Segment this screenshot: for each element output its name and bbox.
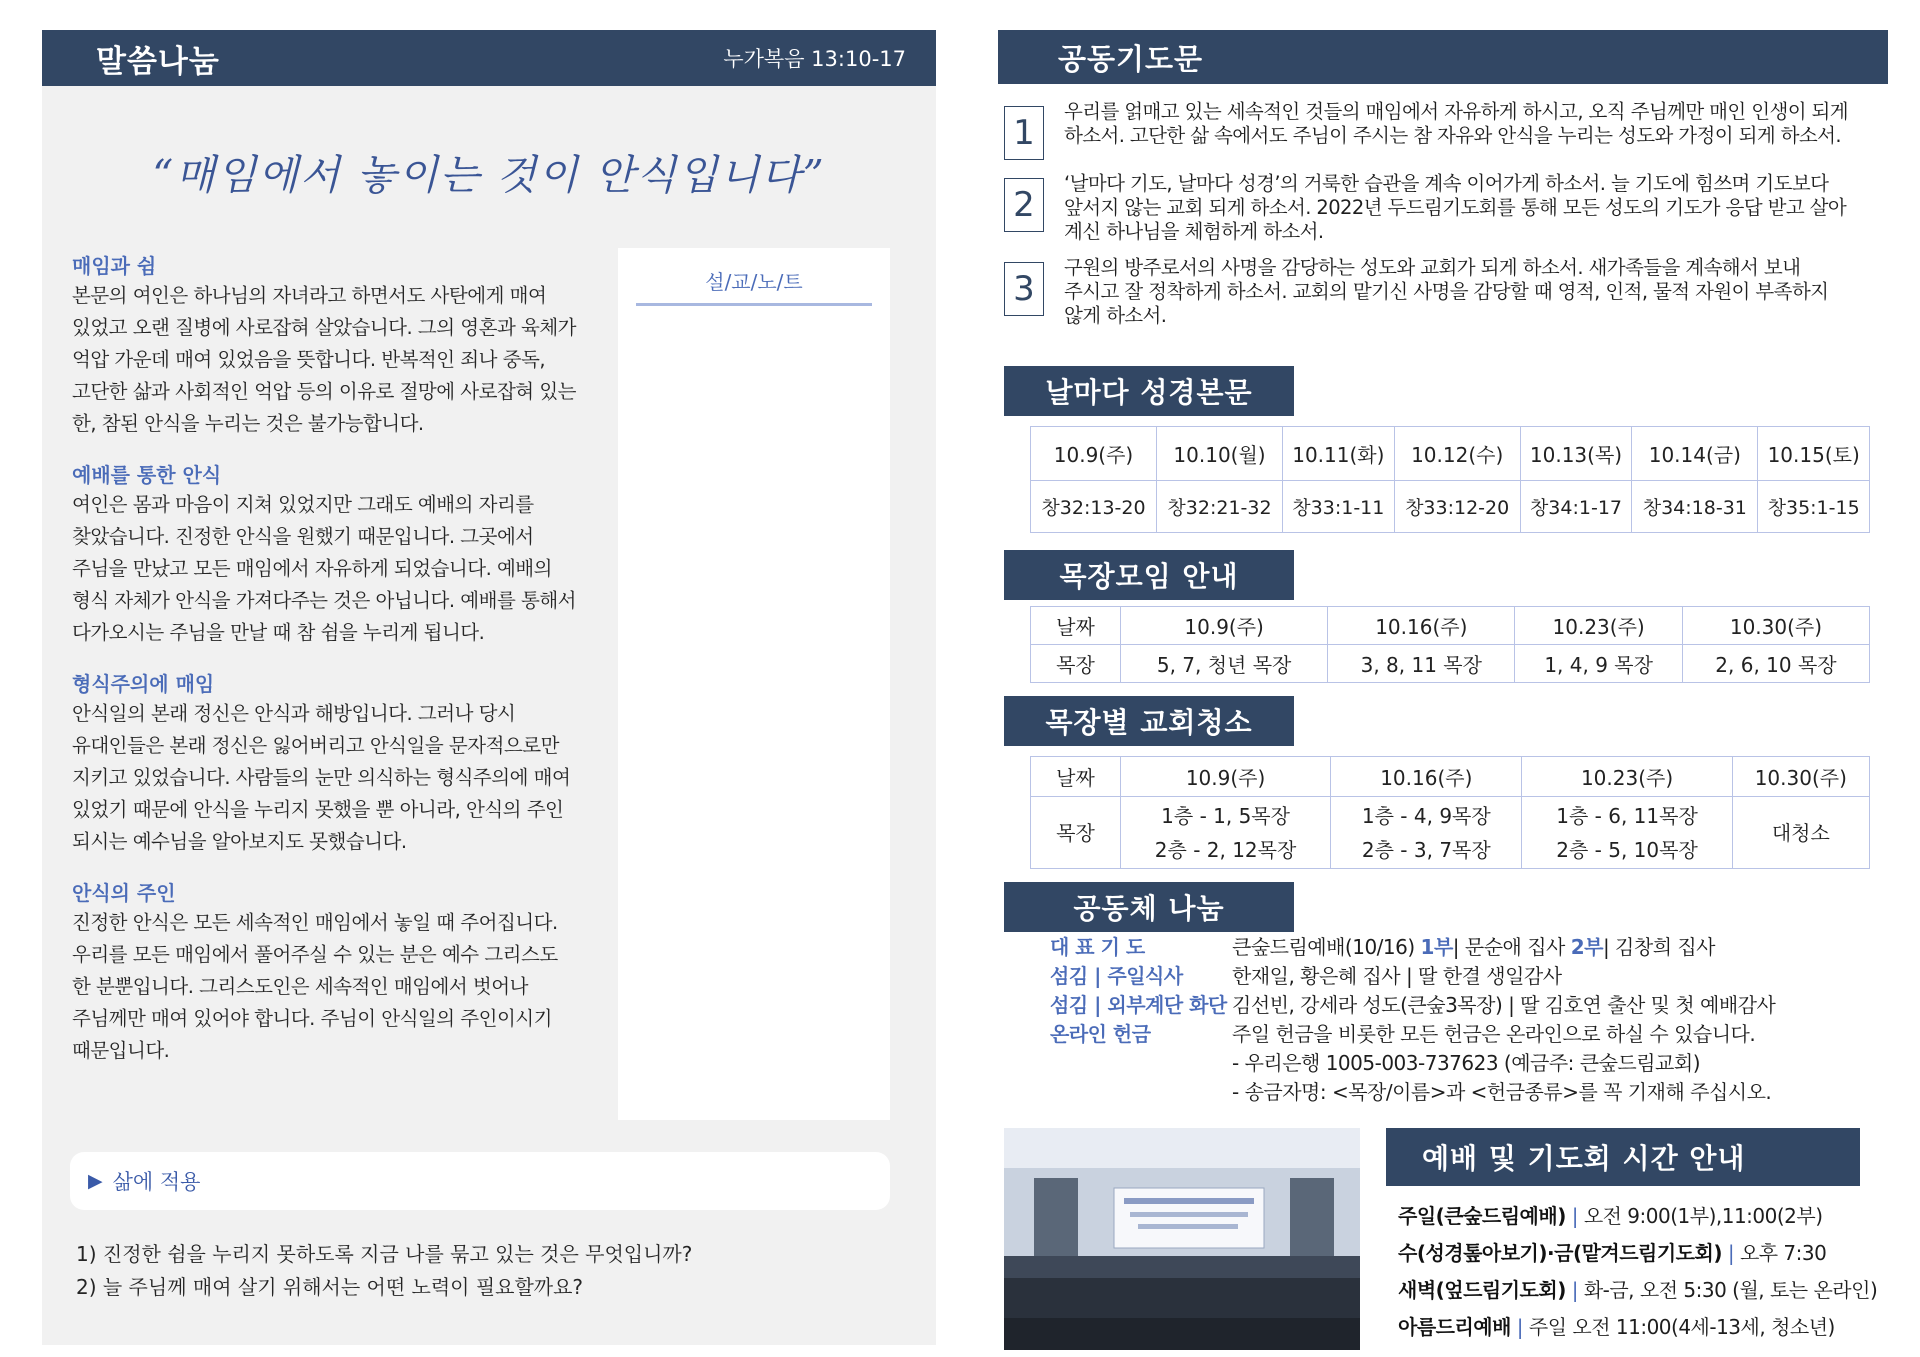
table-cell: 10.9(주) [1121, 607, 1328, 645]
table-cell: 10.16(주) [1331, 757, 1522, 797]
worship-time: 주일 오전 11:00(4세-13세, 청소년) [1528, 1315, 1835, 1339]
floor1-assign: 1층 - 4, 9목장 [1361, 803, 1491, 828]
body-line: 지키고 있었습니다. 사람들의 눈만 의식하는 형식주의에 매여 [72, 766, 571, 789]
prayer-list [1004, 100, 1888, 340]
table-cell: 2, 6, 10 목장 [1682, 645, 1869, 683]
community-key [1050, 1078, 1232, 1107]
section-heading: 안식의 주인 [72, 881, 176, 905]
worship-name: 주일(큰숲드림예배) [1398, 1204, 1566, 1228]
community-value: 김선빈, 강세라 성도(큰숲3목장) | 딸 김호연 출산 및 첫 예배감사 [1232, 993, 1776, 1017]
note-divider [636, 303, 872, 306]
section-body [72, 698, 638, 858]
table-cell: 대청소 [1732, 797, 1869, 869]
prayer-number: 1 [1004, 106, 1044, 160]
body-line: 있었기 때문에 안식을 누리지 못했을 뿐 아니라, 안식의 주인 [72, 798, 564, 821]
floor2-assign: 2층 - 2, 12목장 [1154, 837, 1297, 862]
body-line: 되시는 예수님을 알아보지도 못했습니다. [72, 830, 407, 853]
section-body [72, 489, 638, 649]
table-row [1031, 427, 1870, 481]
worship-row: 아름드리예배 | 주일 오전 11:00(4세-13세, 청소년) [1398, 1315, 1835, 1339]
cleaning-title: 목장별 교회청소 [1004, 696, 1294, 746]
body-line: 유대인들은 본래 정신은 잃어버리고 안식일을 문자적으로만 [72, 734, 559, 757]
table-cell: 10.16(주) [1328, 607, 1515, 645]
worship-time: 오전 9:00(1부),11:00(2부) [1583, 1204, 1823, 1228]
body-line: 찾았습니다. 진정한 안식을 원했기 때문입니다. 그곳에서 [72, 525, 534, 548]
body-line: 우리를 모든 매임에서 풀어주실 수 있는 분은 예수 그리스도 [72, 943, 558, 966]
community-row [1050, 991, 1775, 1020]
sermon-header [42, 30, 936, 86]
table-cell: 창33:12-20 [1394, 481, 1520, 533]
prayer-line: 주시고 잘 정착하게 하소서. 교회의 맡기신 사명을 감당할 때 영적, 인적, 물적 자원이 부족하지 [1064, 280, 1829, 303]
table-cell: 10.14(금) [1632, 427, 1758, 481]
table-cell: 10.11(화) [1283, 427, 1395, 481]
prayer-text [1064, 256, 1828, 328]
question-item: 1) 진정한 쉼을 누리지 못하도록 지금 나를 묶고 있는 것은 무엇입니까? [76, 1242, 693, 1266]
prayer-item [1004, 172, 1888, 244]
table-cell: 10.9(주) [1121, 757, 1331, 797]
sermon-section [72, 461, 638, 649]
mokjang-title: 목장모임 안내 [1004, 550, 1294, 600]
prayer-line: 앞서지 않는 교회 되게 하소서. 2022년 두드림기도회를 통해 모든 성도의 기도가 응답 받고 살아 [1064, 196, 1847, 219]
community-value: 한재일, 황은혜 집사 | 딸 한결 생일감사 [1232, 964, 1562, 988]
table-cell: 10.30(주) [1682, 607, 1869, 645]
prayer-number: 3 [1004, 262, 1044, 316]
worship-times [1398, 1198, 1877, 1346]
table-cell: 10.12(수) [1394, 427, 1520, 481]
worship-name: 아름드리예배 [1398, 1315, 1511, 1339]
note-title: 설/교/노/트 [705, 270, 803, 294]
floor2-assign: 2층 - 5, 10목장 [1556, 837, 1698, 862]
cleaning-table [1030, 756, 1870, 869]
sermon-section [72, 879, 638, 1067]
section-body [72, 907, 638, 1067]
table-cell: 5, 7, 청년 목장 [1121, 645, 1328, 683]
scripture-reference: 누가복음 13:10-17 [723, 47, 906, 71]
table-cell: 창34:18-31 [1632, 481, 1758, 533]
table-row [1031, 481, 1870, 533]
table-cell: 10.23(주) [1522, 757, 1732, 797]
body-line: 안식일의 본래 정신은 안식과 해방입니다. 그러나 당시 [72, 702, 516, 725]
table-cell: 창34:1-17 [1520, 481, 1632, 533]
table-cell: 창33:1-11 [1283, 481, 1395, 533]
table-row [1031, 607, 1870, 645]
table-cell: 창32:13-20 [1031, 481, 1157, 533]
apply-label: 삶에 적용 [112, 1170, 201, 1194]
sermon-section [72, 670, 638, 858]
floor1-assign: 1층 - 1, 5목장 [1161, 803, 1290, 828]
table-cell: 목장 [1031, 645, 1121, 683]
prayer-item [1004, 100, 1888, 160]
prayer-line: ‘날마다 기도, 날마다 성경’의 거룩한 습관을 계속 이어가게 하소서. 늘 기도에 힘쓰며 기도보다 [1064, 172, 1829, 195]
community-value [1232, 933, 1715, 962]
body-line: 진정한 안식은 모든 세속적인 매임에서 놓일 때 주어집니다. [72, 911, 558, 934]
prayer-title: 공동기도문 [998, 30, 1888, 84]
mokjang-table [1030, 606, 1870, 683]
service-part-2: 2부 [1570, 935, 1603, 959]
prayer-item [1004, 256, 1888, 328]
sermon-panel [42, 30, 936, 1345]
sermon-quote: “매임에서 놓이는 것이 안식입니다” [152, 151, 826, 199]
table-cell: 10.15(토) [1758, 427, 1870, 481]
question-item: 2) 늘 주님께 매여 살기 위해서는 어떤 노력이 필요할까요? [76, 1275, 584, 1299]
prayer-text [1064, 100, 1848, 148]
table-cell: 날짜 [1031, 757, 1121, 797]
body-line: 주님을 만났고 모든 매임에서 자유하게 되었습니다. 예배의 [72, 557, 552, 580]
section-heading: 예배를 통한 안식 [72, 463, 222, 487]
sermon-section [72, 252, 638, 440]
community-key: 온라인 헌금 [1050, 1022, 1151, 1046]
prayer-text [1064, 172, 1846, 244]
table-cell: 창32:21-32 [1157, 481, 1283, 533]
table-row [1031, 645, 1870, 683]
worship-row: 새벽(엎드림기도회) | 화-금, 오전 5:30 (월, 토는 온라인) [1398, 1278, 1878, 1302]
body-line: 여인은 몸과 마음이 지쳐 있었지만 그래도 예배의 자리를 [72, 493, 534, 516]
community-row [1050, 1049, 1775, 1078]
sermon-title: 말씀나눔 [96, 43, 220, 80]
floor1-assign: 1층 - 6, 11목장 [1556, 803, 1698, 828]
community-value: - 송금자명: <목장/이름>과 <헌금종류>를 꼭 기재해 주십시오. [1232, 1080, 1772, 1104]
table-cell: 목장 [1031, 797, 1121, 869]
body-line: 형식 자체가 안식을 가져다주는 것은 아닙니다. 예배를 통해서 [72, 589, 577, 612]
body-line: 주님께만 매여 있어야 합니다. 주님이 안식일의 주인이시기 [72, 1007, 552, 1030]
body-line: 다가오시는 주님을 만날 때 참 쉼을 누리게 됩니다. [72, 621, 485, 644]
prayer-number: 2 [1004, 178, 1044, 232]
community-value: - 우리은행 1005-003-737623 (예금주: 큰숲드림교회) [1232, 1051, 1701, 1075]
community-row [1050, 1078, 1775, 1107]
prayer-leader-1: | 문순애 집사 [1452, 935, 1571, 959]
community-row [1050, 933, 1775, 962]
table-row [1031, 757, 1870, 797]
table-cell: 10.30(주) [1732, 757, 1869, 797]
body-line: 억압 가운데 매여 있었음을 뜻합니다. 반복적인 죄나 중독, [72, 348, 546, 371]
table-row [1031, 797, 1870, 869]
community-key: 대 표 기 도 [1050, 935, 1145, 959]
community-key: 섬김 | 주일식사 [1050, 964, 1183, 988]
body-line: 때문입니다. [72, 1039, 170, 1062]
table-cell: 10.9(주) [1031, 427, 1157, 481]
body-line: 고단한 삶과 사회적인 억압 등의 이유로 절망에 사로잡혀 있는 [72, 380, 577, 403]
section-heading: 형식주의에 매임 [72, 672, 215, 696]
worship-time: 화-금, 오전 5:30 (월, 토는 온라인) [1583, 1278, 1878, 1302]
body-line: 본문의 여인은 하나님의 자녀라고 하면서도 사탄에게 매여 [72, 284, 547, 307]
table-cell: 10.23(주) [1515, 607, 1683, 645]
bible-reading-table [1030, 426, 1870, 533]
table-cell: 날짜 [1031, 607, 1121, 645]
worship-name: 새벽(엎드림기도회) [1398, 1278, 1566, 1302]
worship-row: 주일(큰숲드림예배) | 오전 9:00(1부),11:00(2부) [1398, 1204, 1823, 1228]
community-row [1050, 1020, 1775, 1049]
application-questions [76, 1238, 692, 1304]
prayer-line: 하소서. 고단한 삶 속에서도 주님이 주시는 참 자유와 안식을 누리는 성도와 가정이 되게 하소서. [1064, 124, 1841, 147]
community-key [1050, 1049, 1232, 1078]
worship-row: 수(성경톺아보기)·금(맡겨드림기도회) | 오후 7:30 [1398, 1241, 1827, 1265]
table-cell: 10.10(월) [1157, 427, 1283, 481]
table-cell: 10.13(목) [1520, 427, 1632, 481]
table-cell [1522, 797, 1732, 869]
prayer-line: 구원의 방주로서의 사명을 감당하는 성도와 교회가 되게 하소서. 새가족들을 계속해서 보내 [1064, 256, 1801, 279]
community-row [1050, 962, 1775, 991]
announcements-panel [998, 30, 1888, 1350]
body-line: 한, 참된 안식을 누리는 것은 불가능합니다. [72, 412, 424, 435]
service-part-1: 1부 [1420, 935, 1453, 959]
table-cell: 창35:1-15 [1758, 481, 1870, 533]
community-list [1050, 933, 1775, 1107]
triangle-right-icon: ▶ [88, 1170, 103, 1192]
sermon-sections [72, 252, 638, 1088]
congregation-photo [1004, 1128, 1360, 1350]
section-heading: 매임과 쉼 [72, 254, 157, 278]
prayer-leader-2: | 김창희 집사 [1602, 935, 1716, 959]
worship-time: 오후 7:30 [1739, 1241, 1827, 1265]
life-application-bar [70, 1152, 890, 1210]
prayer-service: 큰숲드림예배(10/16) [1232, 935, 1421, 959]
body-line: 있었고 오랜 질병에 사로잡혀 살았습니다. 그의 영혼과 육체가 [72, 316, 577, 339]
worship-name: 수(성경톺아보기)·금(맡겨드림기도회) [1398, 1241, 1722, 1265]
section-body [72, 280, 638, 440]
community-key: 섬김 | 외부계단 화단 [1050, 993, 1227, 1017]
worship-time-title: 예배 및 기도회 시간 안내 [1386, 1128, 1860, 1186]
table-cell: 1, 4, 9 목장 [1515, 645, 1683, 683]
table-cell [1331, 797, 1522, 869]
body-line: 한 분뿐입니다. 그리스도인은 세속적인 매임에서 벗어나 [72, 975, 528, 998]
prayer-line: 계신 하나님을 체험하게 하소서. [1064, 220, 1324, 243]
prayer-line: 우리를 얽매고 있는 세속적인 것들의 매임에서 자유하게 하시고, 오직 주님께만 매인 인생이 되게 [1064, 100, 1849, 123]
sermon-note-box[interactable] [618, 248, 890, 1120]
community-value: 주일 헌금을 비롯한 모든 헌금은 온라인으로 하실 수 있습니다. [1232, 1022, 1756, 1046]
table-cell [1121, 797, 1331, 869]
prayer-line: 않게 하소서. [1064, 304, 1167, 327]
bible-reading-title: 날마다 성경본문 [1004, 366, 1294, 416]
floor2-assign: 2층 - 3, 7목장 [1361, 837, 1491, 862]
table-cell: 3, 8, 11 목장 [1328, 645, 1515, 683]
community-title: 공동체 나눔 [1004, 882, 1294, 932]
